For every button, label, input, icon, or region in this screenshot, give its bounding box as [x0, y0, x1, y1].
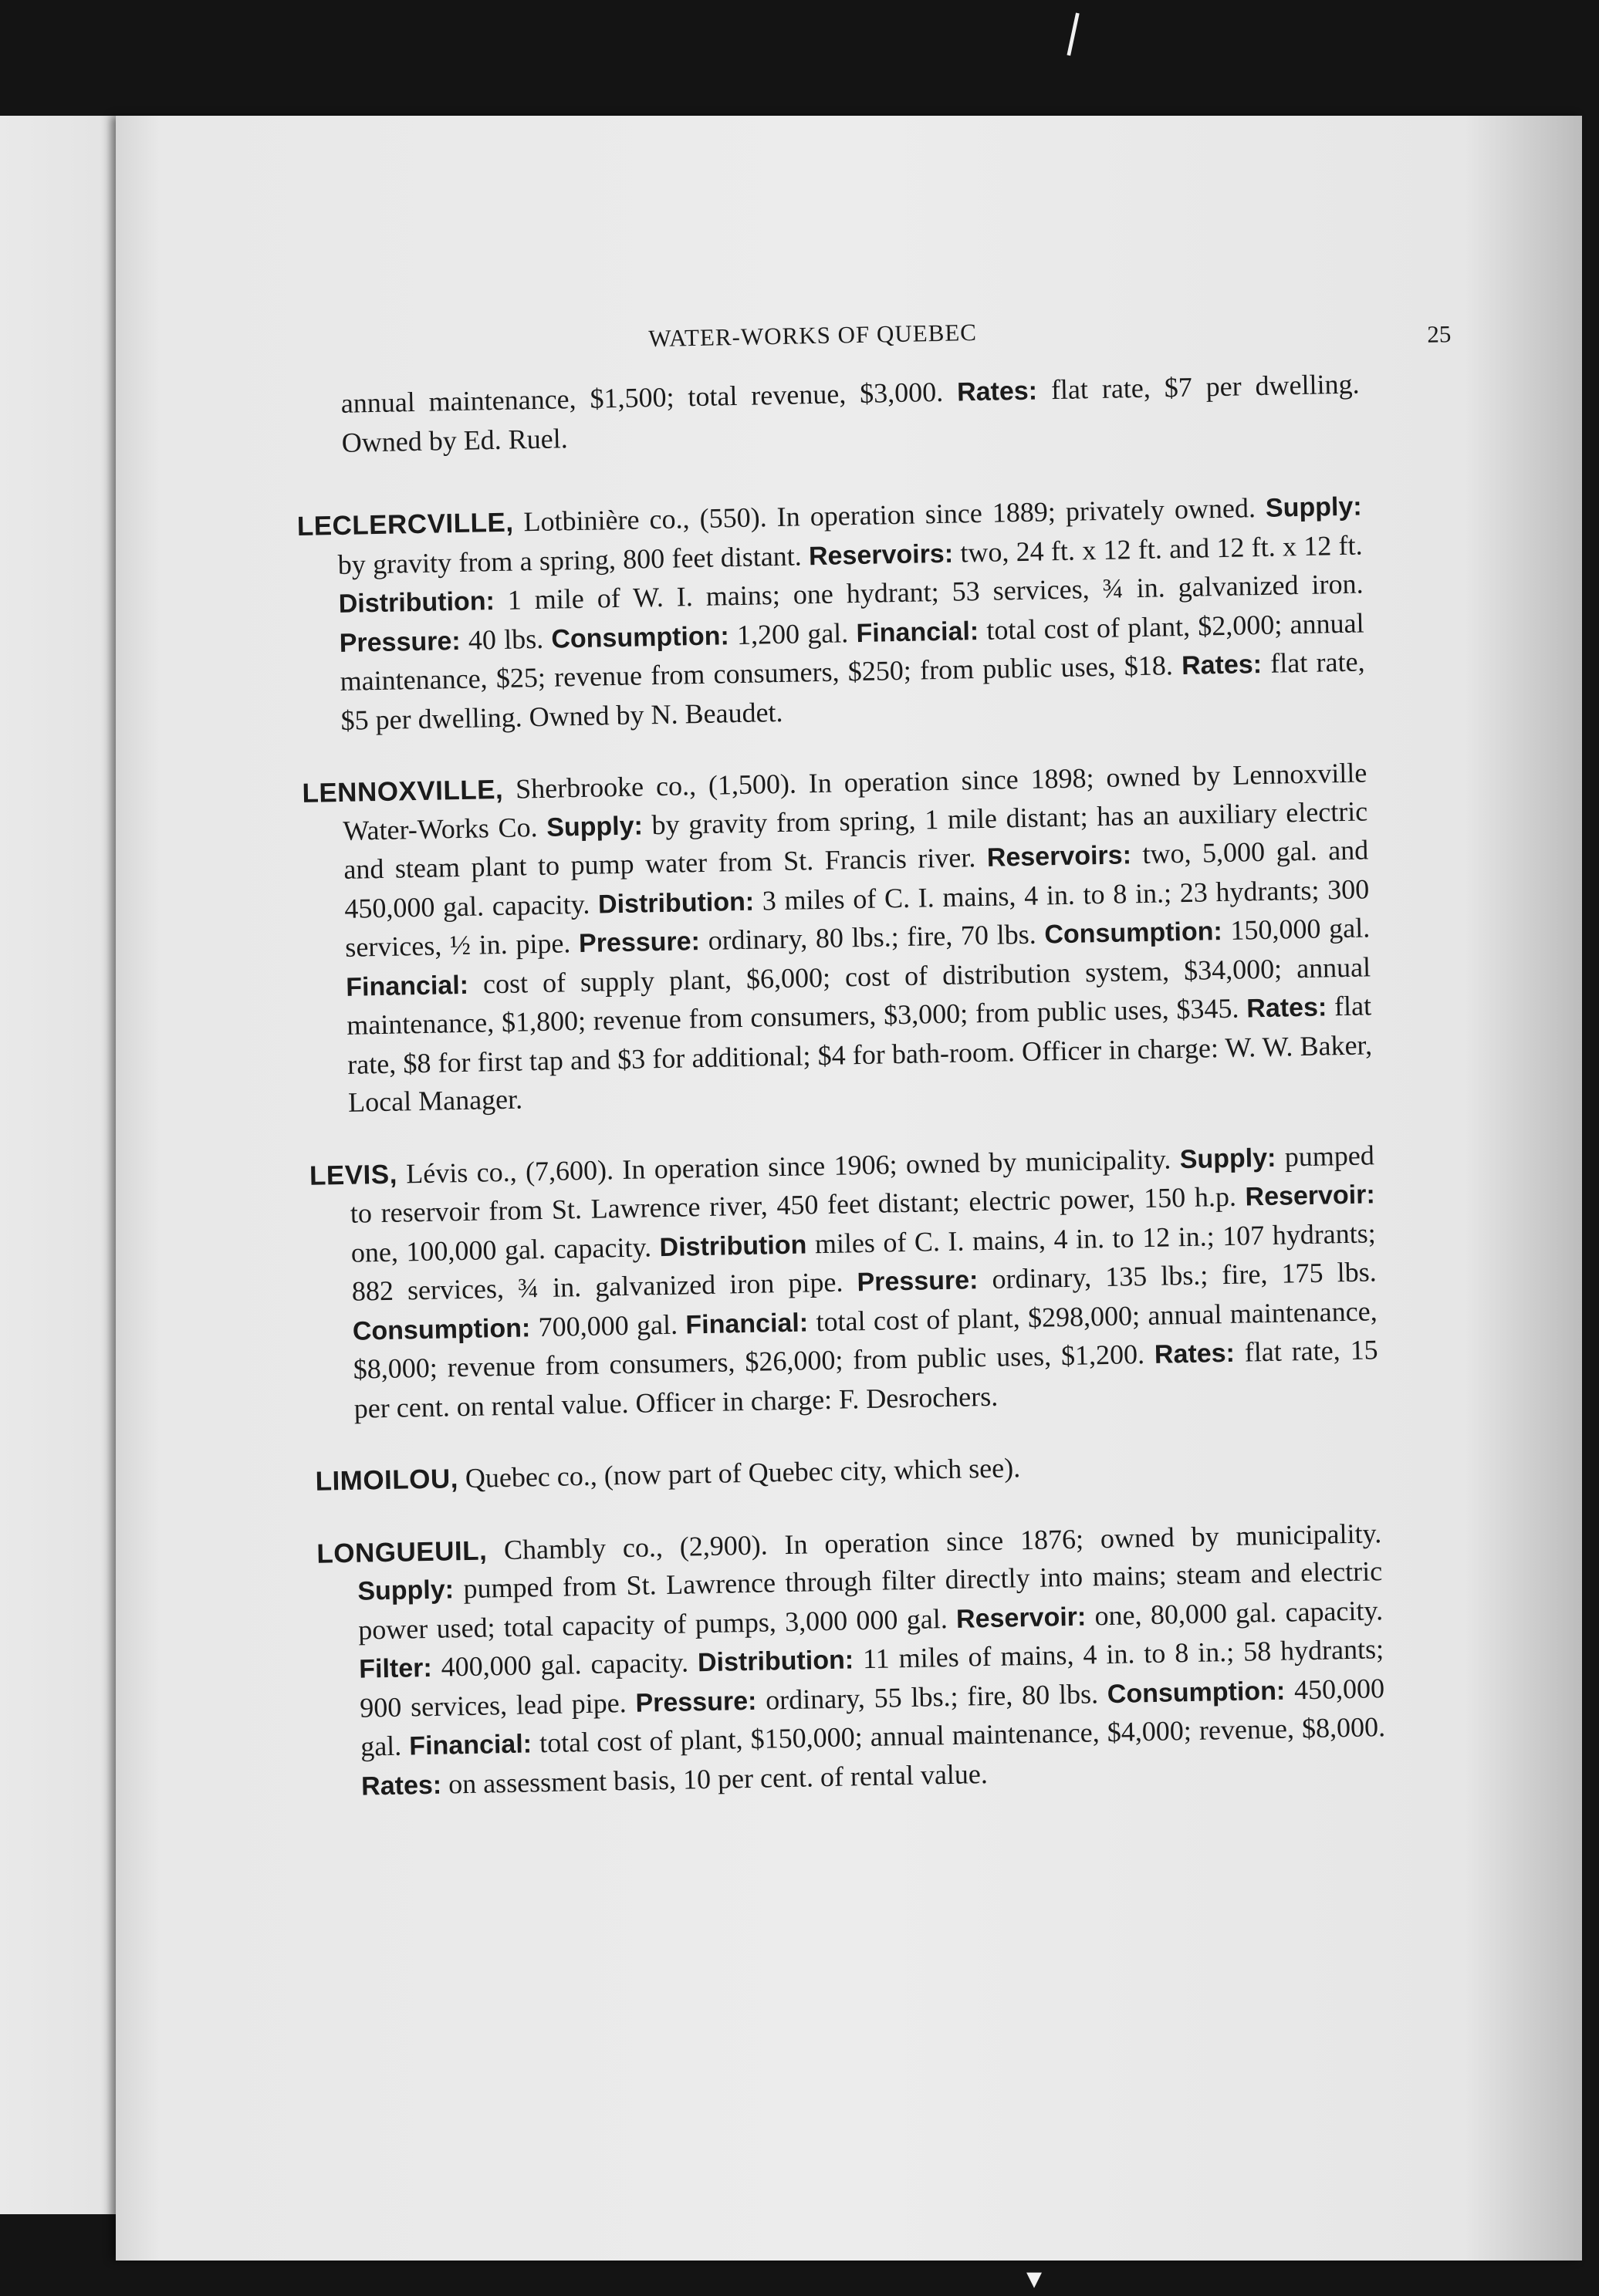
field-label: Pressure: — [578, 927, 701, 959]
field-text: total cost of plant, $150,000; annual maintenance, $4,000; revenue, $8,000. — [531, 1711, 1386, 1759]
field-text: 150,000 gal. — [1222, 912, 1371, 947]
field-label: Reservoirs: — [986, 840, 1132, 873]
field-label: Consumption: — [352, 1312, 531, 1346]
town-entry — [316, 1514, 1387, 1807]
field-text: ordinary, 55 lbs.; fire, 80 lbs. — [756, 1677, 1108, 1716]
field-label: Supply: — [1265, 491, 1362, 523]
field-label: Distribution — [659, 1229, 807, 1262]
town-entry — [315, 1442, 1381, 1501]
field-label: Distribution: — [338, 586, 495, 619]
field-label: Pressure: — [339, 626, 461, 658]
field-label: Pressure: — [857, 1265, 979, 1298]
field-label: Rates: — [360, 1770, 442, 1801]
field-label: Supply: — [357, 1575, 455, 1606]
field-text: 1,200 gal. — [729, 616, 857, 650]
field-text: 40 lbs. — [460, 623, 552, 656]
field-text: 3 miles of C. I. mains, 4 in. to 8 in.; 23 hydrants; 300 services, ½ in. pipe. — [344, 873, 1370, 963]
field-text: total cost of plant, $298,000; annual maintenance, $8,000; revenue from consumers, $26,000; from public uses, $1,200. — [353, 1295, 1378, 1385]
field-label: Financial: — [408, 1729, 532, 1761]
field-text: 450,000 gal. — [360, 1672, 1385, 1762]
town-entry — [302, 754, 1373, 1123]
town-name: LEVIS, — [309, 1159, 398, 1191]
field-text: pumped to reservoir from St. Lawrence river, 450 feet distant; electric power, 150 h.p. — [350, 1139, 1375, 1229]
field-label: Distribution: — [697, 1645, 854, 1678]
field-text: by gravity from a spring, 800 feet distant. — [337, 539, 810, 580]
bottom-edge-mark: ▾ — [1026, 2261, 1043, 2296]
field-label: Financial: — [856, 616, 979, 648]
field-text: 700,000 gal. — [529, 1308, 686, 1342]
field-label: Rates: — [1246, 992, 1327, 1024]
field-text: ordinary, 80 lbs.; fire, 70 lbs. — [699, 918, 1045, 957]
town-entry — [296, 487, 1366, 740]
field-text: annual maintenance, $1,500; total revenue, $3,000. — [340, 376, 958, 419]
field-text: 1 mile of W. I. mains; one hydrant; 53 services, ¾ in. galvanized iron. — [494, 568, 1364, 616]
field-label: Supply: — [1179, 1143, 1276, 1174]
field-text: flat rate, $5 per dwelling. Owned by N. Beaudet. — [340, 646, 1365, 736]
field-text: total cost of plant, $2,000; annual maintenance, $25; revenue from consumers, $250; from public uses, $18. — [340, 606, 1364, 697]
field-label: Pressure: — [635, 1686, 757, 1718]
field-text: one, 100,000 gal. capacity. — [350, 1231, 660, 1268]
field-label: Reservoir: — [955, 1602, 1087, 1634]
town-name: LENNOXVILLE, — [302, 774, 504, 809]
field-label: Supply: — [546, 810, 644, 842]
field-label: Consumption: — [551, 620, 730, 654]
town-name: LIMOILOU, — [315, 1464, 459, 1497]
town-name: LECLERCVILLE, — [296, 507, 514, 542]
field-text: flat rate, 15 per cent. on rental value. Officer in charge: F. Desrochers. — [353, 1334, 1378, 1424]
field-text: one, 80,000 gal. capacity. — [1085, 1594, 1384, 1632]
field-text: by gravity from spring, 1 mile distant; has an auxiliary electric and steam plant to pump water from St. Francis river. — [343, 795, 1368, 885]
field-text: two, 5,000 gal. and 450,000 gal. capacity. — [343, 834, 1369, 924]
field-text: cost of supply plant, $6,000; cost of distribution system, $34,000; annual maintenance, $1,800; revenue from consumers, $3,000; from public uses, $345. — [346, 950, 1371, 1041]
field-label: Distribution: — [597, 886, 755, 920]
town-details: Lotbinière co., (550). In operation since 1889; privately owned. — [513, 491, 1266, 538]
field-text: 11 miles of mains, 4 in. to 8 in.; 58 hydrants; 900 services, lead pipe. — [359, 1633, 1384, 1724]
field-text: two, 24 ft. x 12 ft. and 12 ft. x 12 ft. — [952, 528, 1363, 569]
town-details: Lévis co., (7,600). In operation since 1906; owned by municipality. — [397, 1143, 1181, 1190]
top-edge-mark: ❘ — [1050, 2, 1097, 60]
field-label: Reservoirs: — [808, 539, 954, 571]
page-text — [293, 312, 1452, 1841]
field-label: Reservoir: — [1245, 1180, 1376, 1212]
running-title: WATER-WORKS OF QUEBEC — [647, 318, 978, 353]
field-label: Consumption: — [1044, 917, 1223, 950]
field-label: Filter: — [358, 1653, 433, 1684]
field-text: 400,000 gal. capacity. — [431, 1646, 698, 1683]
field-text: ordinary, 135 lbs.; fire, 175 lbs. — [977, 1256, 1378, 1295]
entries-list — [294, 365, 1386, 1806]
town-details: Sherbrooke co., (1,500). In operation since 1898; owned by Lennoxville Water-Works Co. — [343, 757, 1367, 846]
town-name: LONGUEUIL, — [316, 1535, 488, 1569]
field-text: miles of C. I. mains, 4 in. to 12 in.; 107 hydrants; 882 services, ¾ in. galvanized iron pipe. — [351, 1217, 1377, 1307]
field-text: flat rate, $8 for first tap and $3 for additional; $4 for bath-room. Officer in charge: W. W. Baker, Local Manager. — [347, 990, 1373, 1118]
town-details: Chambly co., (2,900). In operation since 1876; owned by municipality. — [486, 1517, 1382, 1565]
field-text: pumped from St. Lawrence through filter directly into mains; steam and electric power used; total capacity of pumps, 3,000 000 gal. — [357, 1555, 1383, 1646]
page-number: 25 — [1426, 320, 1452, 348]
field-label: Consumption: — [1107, 1676, 1286, 1709]
field-label: Rates: — [956, 376, 1038, 407]
field-label: Financial: — [685, 1307, 809, 1339]
field-text: flat rate, $7 per dwelling. Owned by Ed. Ruel. — [341, 368, 1360, 458]
field-label: Rates: — [1154, 1338, 1236, 1369]
field-text: on assessment basis, 10 per cent. of rental value. — [441, 1757, 989, 1800]
town-entry — [309, 1136, 1380, 1429]
town-details: Quebec co., (now part of Quebec city, which see). — [458, 1452, 1021, 1494]
field-label: Financial: — [345, 970, 469, 1002]
field-label: Rates: — [1181, 649, 1263, 680]
